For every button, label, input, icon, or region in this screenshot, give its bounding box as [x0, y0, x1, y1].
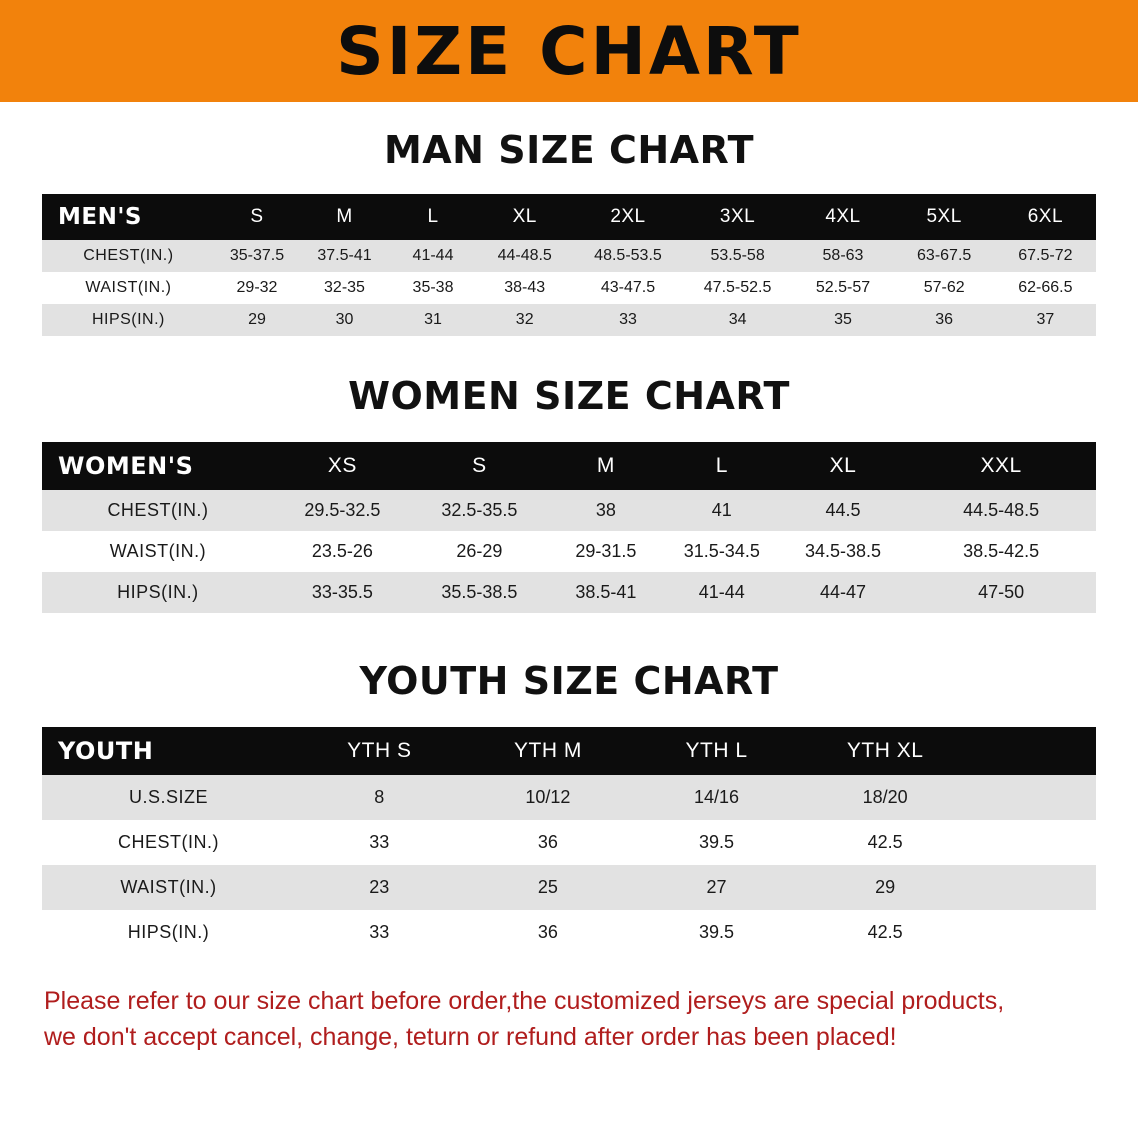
men-waist-5: 43-47.5 [573, 272, 683, 304]
men-col-3: L [427, 206, 439, 227]
women-chest-5: 44.5 [780, 490, 906, 531]
men-col-7: 4XL [825, 206, 861, 227]
youth-waist-spacer [969, 865, 1096, 910]
table-row [42, 820, 1096, 865]
table-row [42, 531, 1096, 572]
men-size-table [42, 194, 1096, 336]
men-waist-2: 32-35 [299, 272, 390, 304]
men-col-4: XL [512, 206, 537, 227]
men-chest-2: 37.5-41 [299, 240, 390, 272]
table-row [42, 490, 1096, 531]
header-banner [0, 0, 1138, 102]
youth-chest-1: 33 [295, 820, 464, 865]
women-table-header-row [42, 442, 1096, 490]
disclaimer-note [44, 983, 1094, 1056]
youth-chest-3: 39.5 [632, 820, 801, 865]
men-col-8: 5XL [926, 206, 962, 227]
women-waist-3: 29-31.5 [548, 531, 664, 572]
women-chest-6: 44.5-48.5 [906, 490, 1096, 531]
youth-waist-2: 25 [464, 865, 633, 910]
youth-col-3: YTH L [685, 739, 748, 762]
youth-col-2: YTH M [513, 739, 582, 762]
men-hips-8: 36 [894, 304, 995, 336]
youth-chest-4: 42.5 [801, 820, 970, 865]
women-col-1: XS [327, 454, 357, 477]
youth-hips-2: 36 [464, 910, 633, 955]
youth-hips-1: 33 [295, 910, 464, 955]
youth-waist-3: 27 [632, 865, 801, 910]
men-chest-4: 44-48.5 [476, 240, 573, 272]
men-hips-5: 33 [573, 304, 683, 336]
youth-section-heading: YOUTH SIZE CHART [359, 659, 779, 703]
youth-ussize-spacer [969, 775, 1096, 820]
men-waist-6: 47.5-52.5 [683, 272, 793, 304]
youth-col-spacer [969, 727, 1096, 775]
men-chest-7: 58-63 [792, 240, 893, 272]
women-row-label-chest: CHEST(IN.) [42, 490, 274, 531]
women-hips-3: 38.5-41 [548, 572, 664, 613]
women-chest-3: 38 [548, 490, 664, 531]
men-waist-7: 52.5-57 [792, 272, 893, 304]
women-corner-label: WOMEN'S [58, 452, 194, 480]
youth-row-label-chest: CHEST(IN.) [42, 820, 295, 865]
men-chest-5: 48.5-53.5 [573, 240, 683, 272]
disclaimer-line-1: Please refer to our size chart before order,the customized jerseys are special products, [44, 987, 1005, 1015]
men-hips-2: 30 [299, 304, 390, 336]
men-hips-4: 32 [476, 304, 573, 336]
men-row-label-hips: HIPS(IN.) [42, 304, 215, 336]
youth-row-label-hips: HIPS(IN.) [42, 910, 295, 955]
women-hips-4: 41-44 [664, 572, 780, 613]
men-table-header-row [42, 194, 1096, 240]
men-hips-9: 37 [995, 304, 1096, 336]
women-table-wrapper [42, 442, 1096, 613]
women-hips-6: 47-50 [906, 572, 1096, 613]
women-col-5: XL [829, 454, 857, 477]
youth-table-header-row [42, 727, 1096, 775]
women-row-label-hips: HIPS(IN.) [42, 572, 274, 613]
women-hips-2: 35.5-38.5 [411, 572, 548, 613]
table-row [42, 775, 1096, 820]
table-row [42, 910, 1096, 955]
women-col-3: M [596, 454, 615, 477]
youth-col-1: YTH S [347, 739, 412, 762]
women-row-label-waist: WAIST(IN.) [42, 531, 274, 572]
youth-table-wrapper [42, 727, 1096, 955]
women-chest-1: 29.5-32.5 [274, 490, 411, 531]
men-waist-1: 29-32 [215, 272, 299, 304]
table-row [42, 272, 1096, 304]
women-col-2: S [472, 454, 487, 477]
women-waist-4: 31.5-34.5 [664, 531, 780, 572]
men-hips-7: 35 [792, 304, 893, 336]
man-table-wrapper [42, 194, 1096, 336]
women-size-table [42, 442, 1096, 613]
youth-ussize-4: 18/20 [801, 775, 970, 820]
youth-row-label-waist: WAIST(IN.) [42, 865, 295, 910]
youth-corner-label: YOUTH [58, 737, 154, 765]
women-chest-4: 41 [664, 490, 780, 531]
youth-hips-3: 39.5 [632, 910, 801, 955]
women-hips-5: 44-47 [780, 572, 906, 613]
youth-col-4: YTH XL [846, 739, 924, 762]
page-title: SIZE CHART [336, 13, 802, 90]
youth-hips-4: 42.5 [801, 910, 970, 955]
men-hips-1: 29 [215, 304, 299, 336]
men-col-1: S [250, 206, 264, 227]
men-row-label-chest: CHEST(IN.) [42, 240, 215, 272]
men-waist-8: 57-62 [894, 272, 995, 304]
disclaimer-line-2: we don't accept cancel, change, teturn or refund after order has been placed! [44, 1023, 897, 1052]
table-row [42, 240, 1096, 272]
men-corner-label: MEN'S [58, 204, 142, 230]
youth-ussize-2: 10/12 [464, 775, 633, 820]
men-chest-1: 35-37.5 [215, 240, 299, 272]
women-waist-6: 38.5-42.5 [906, 531, 1096, 572]
men-col-9: 6XL [1027, 206, 1064, 227]
youth-waist-1: 23 [295, 865, 464, 910]
women-waist-2: 26-29 [411, 531, 548, 572]
table-row [42, 572, 1096, 613]
men-col-2: M [336, 206, 353, 227]
men-col-5: 2XL [610, 206, 646, 227]
youth-row-label-ussize: U.S.SIZE [42, 775, 295, 820]
men-chest-3: 41-44 [390, 240, 476, 272]
men-chest-6: 53.5-58 [683, 240, 793, 272]
man-section-heading: MAN SIZE CHART [383, 128, 755, 172]
men-chest-8: 63-67.5 [894, 240, 995, 272]
youth-ussize-1: 8 [295, 775, 464, 820]
men-waist-9: 62-66.5 [995, 272, 1096, 304]
youth-hips-spacer [969, 910, 1096, 955]
youth-size-table [42, 727, 1096, 955]
youth-chest-2: 36 [464, 820, 633, 865]
youth-ussize-3: 14/16 [632, 775, 801, 820]
table-row [42, 304, 1096, 336]
men-row-label-waist: WAIST(IN.) [42, 272, 215, 304]
youth-chest-spacer [969, 820, 1096, 865]
men-chest-9: 67.5-72 [995, 240, 1096, 272]
youth-waist-4: 29 [801, 865, 970, 910]
women-col-4: L [715, 454, 728, 477]
men-col-6: 3XL [719, 206, 756, 227]
men-hips-6: 34 [683, 304, 793, 336]
women-waist-1: 23.5-26 [274, 531, 411, 572]
women-hips-1: 33-35.5 [274, 572, 411, 613]
women-chest-2: 32.5-35.5 [411, 490, 548, 531]
men-waist-4: 38-43 [476, 272, 573, 304]
women-col-6: XXL [980, 454, 1022, 477]
women-section-heading: WOMEN SIZE CHART [348, 374, 790, 418]
table-row [42, 865, 1096, 910]
men-hips-3: 31 [390, 304, 476, 336]
men-waist-3: 35-38 [390, 272, 476, 304]
women-waist-5: 34.5-38.5 [780, 531, 906, 572]
